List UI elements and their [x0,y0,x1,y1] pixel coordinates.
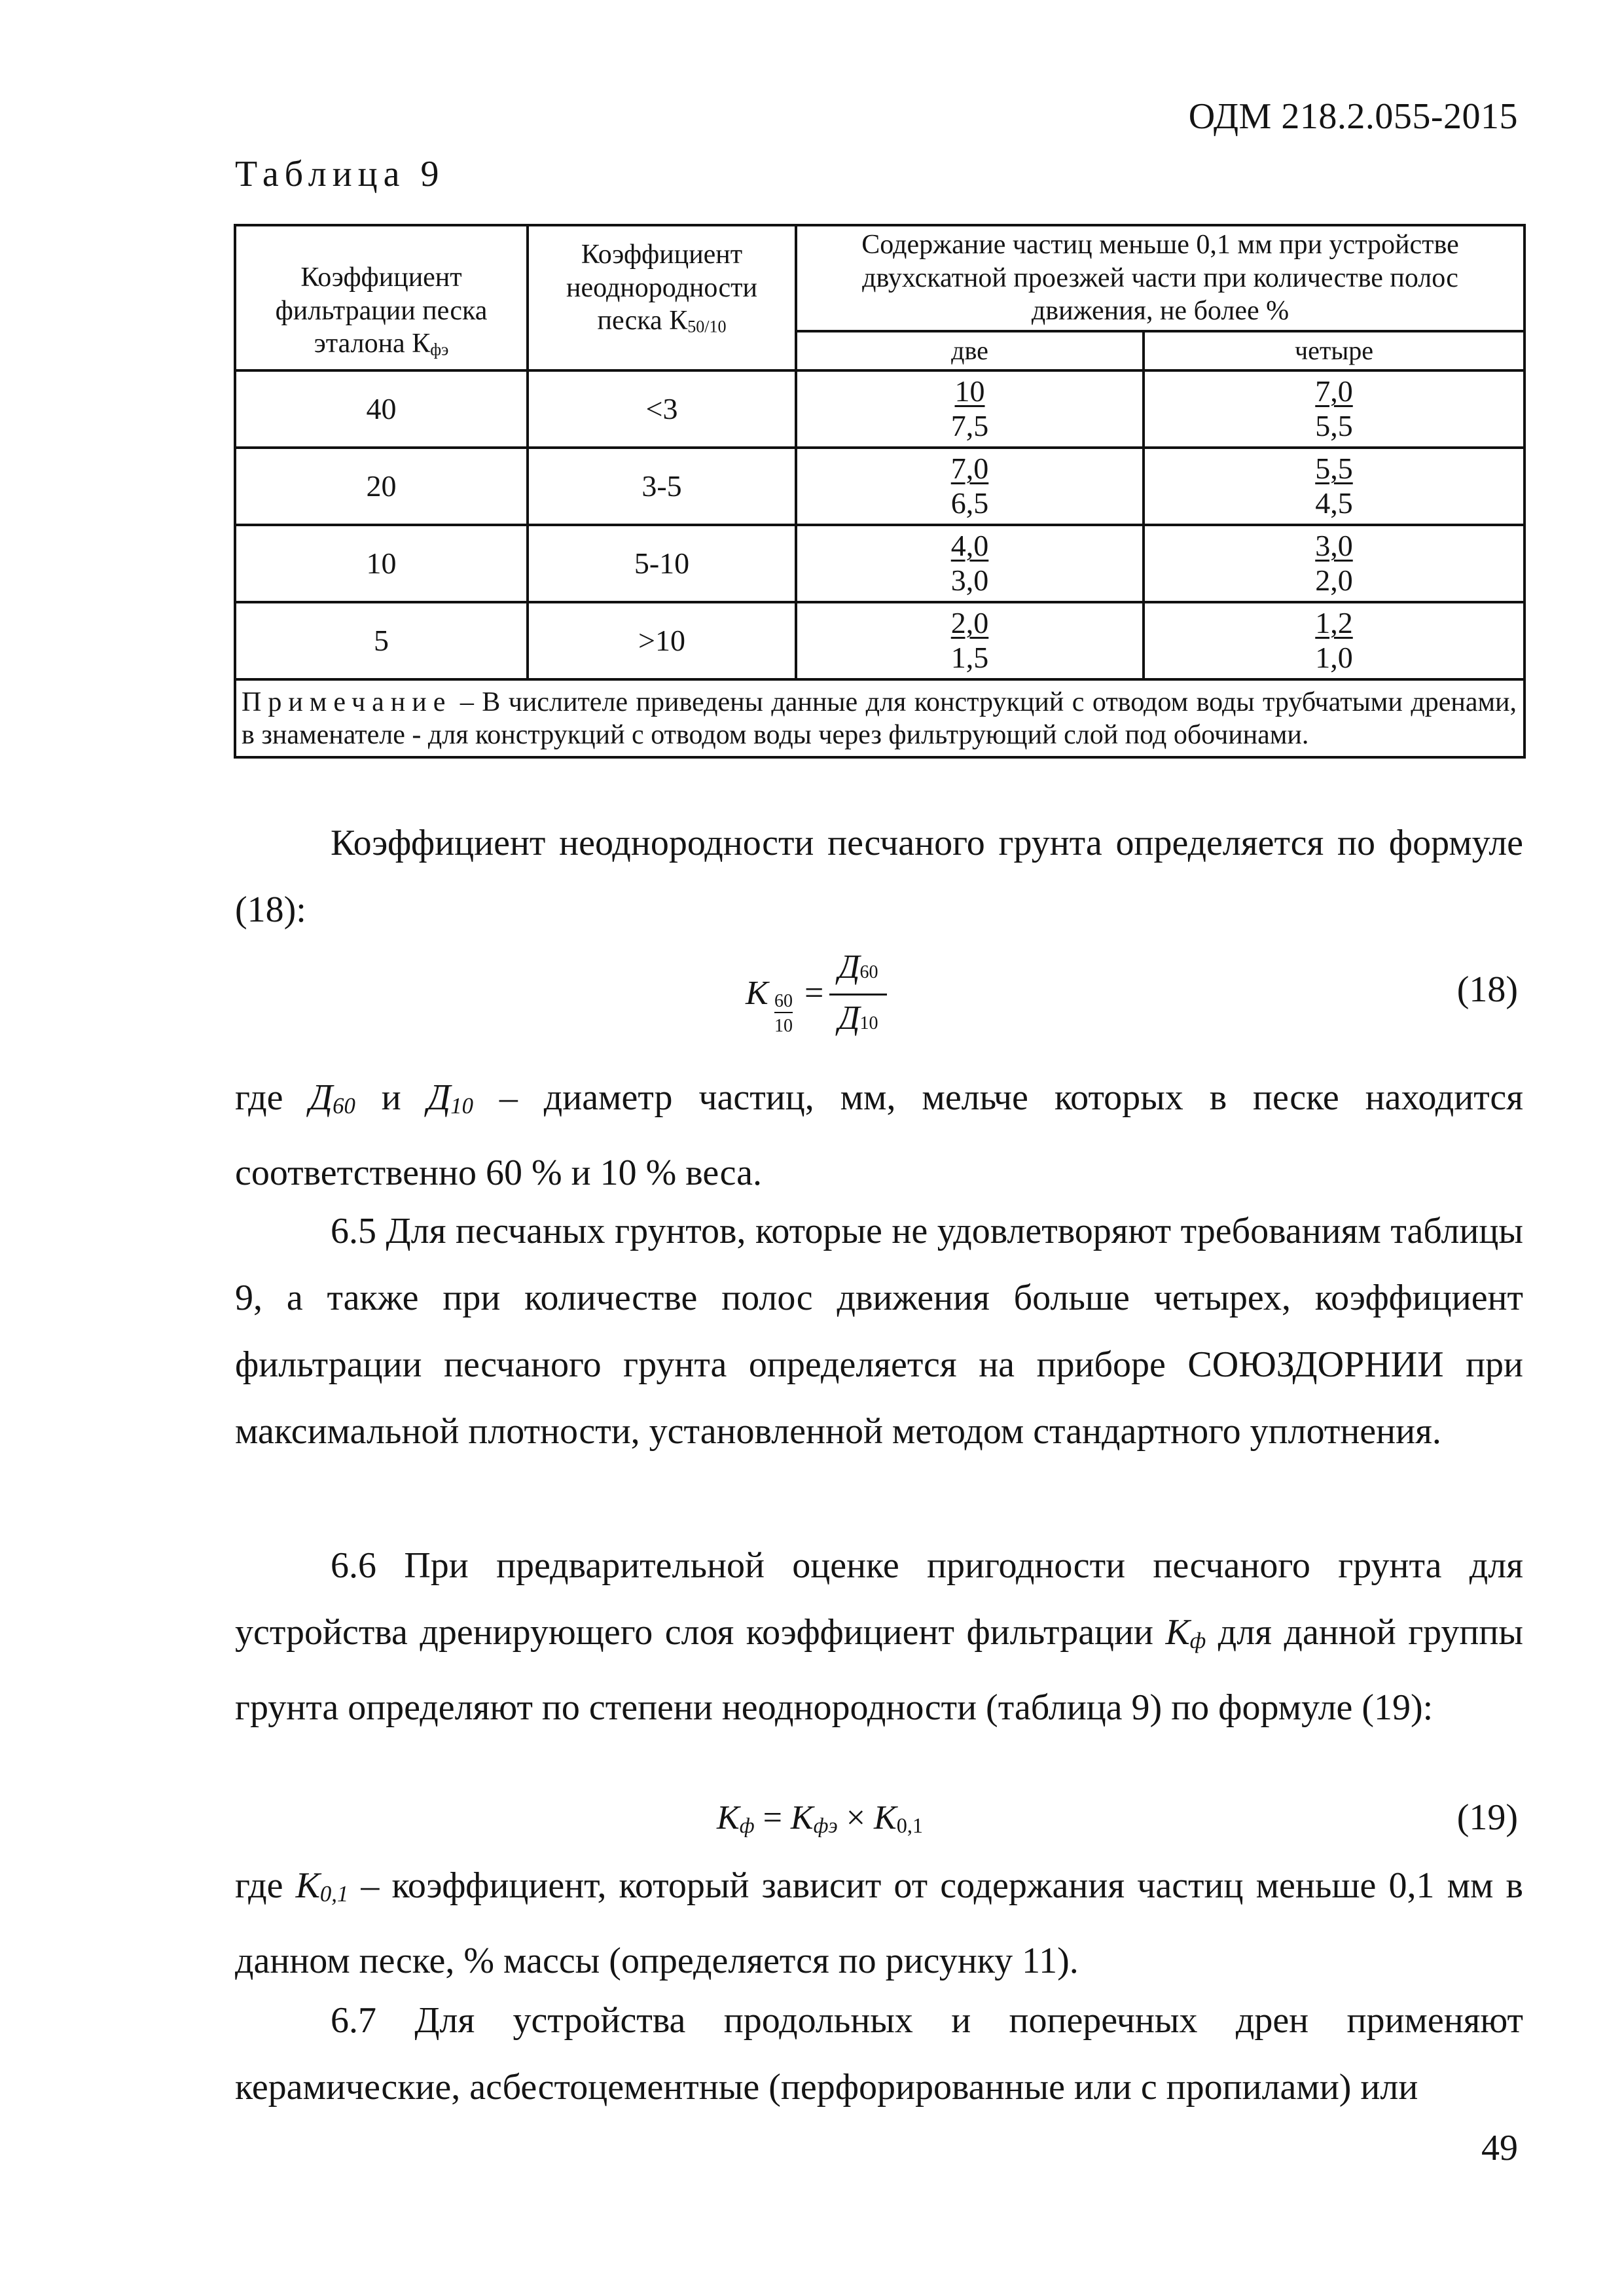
table-caption: Таблица 9 [235,154,445,194]
col-header-heterogeneity: Коэффициент неоднородности песка $К_{50/10}$ [528,225,796,370]
table-9 [234,224,1526,759]
table-row [235,370,1525,448]
fraction-denominator: Д10 [838,999,878,1037]
formula-19-number: (19) [1456,1797,1518,1838]
cell-kf: 20 [235,448,528,525]
cell-two: $\frac{10}{7,5}$ [796,370,1144,448]
cell-k: <3 [528,370,796,448]
paragraph-6-7: 6.7 Для устройства продольных и поперечных дрен применяют керамические, асбестоцементные (перфорированные или с пропилами) или [235,2000,1523,2108]
cell-four: $\frac{1,2}{1,0}$ [1144,602,1525,679]
document-code: ОДМ 218.2.055-2015 [1188,96,1518,137]
paragraph-6-5: 6.5 Для песчаных грунтов, которые не удовлетворяют требованиям таблицы 9, а также при количестве полос движения больше четырех, коэффициент фильтрации песчаного грунта определяется на приборе СОЮЗДОРНИИ при максимальной плотности, установленной методом стандартного уплотнения. [235,1211,1523,1452]
table-row [235,602,1525,679]
page-number: 49 [1481,2128,1518,2168]
cell-four: $\frac{7,0}{5,5}$ [1144,370,1525,448]
paragraph-diameter: где $Д_{60}$ и $Д_{10}$ – диаметр частиц, мм, мельче которых в песке находится соответственно 60 % и 10 % веса. [235,1077,1524,1194]
cell-k: >10 [528,602,796,679]
formula-18-number: (18) [1456,969,1518,1010]
cell-k: 5-10 [528,525,796,602]
cell-two: $\frac{7,0}{6,5}$ [796,448,1144,525]
col-header-two-lanes: две [796,331,1144,370]
paragraph-heterogeneity: Коэффициент неоднородности песчаного грунта определяется по формуле (18): [235,823,1523,930]
cell-four: $\frac{3,0}{2,0}$ [1144,525,1525,602]
fraction-numerator: Д60 [829,948,887,996]
col-header-four-lanes: четыре [1144,331,1525,370]
paragraph-k01: где $К_{0,1}$ – коэффициент, который зависит от содержания частиц меньше 0,1 мм в данном песке, % массы (определяется по рисунку 11). [235,1865,1523,1982]
cell-kf: 10 [235,525,528,602]
col-header-particles: Содержание частиц меньше 0,1 мм при устройстве двухскатной проезжей части при количестве полос движения, не более % [796,225,1525,331]
cell-k: 3-5 [528,448,796,525]
table-note: Примечание – В числителе приведены данные для конструкций с отводом воды трубчатыми дренами, в знаменателе - для конструкций с отводом воды через фильтрующий слой под обочинами. [235,679,1525,757]
table-note-row [235,679,1525,757]
paragraph-6-6: 6.6 При предварительной оценке пригодности песчаного грунта для устройства дренирующего слоя коэффициент фильтрации $К_ф$ для данной группы грунта определяют по степени неоднородности (таблица 9) по формуле (19): [235,1545,1523,1729]
formula-19: $K_ф = K_{фэ} \times K_{0,1}$ [717,1799,924,1837]
cell-two: $\frac{2,0}{1,5}$ [796,602,1144,679]
table-row [235,448,1525,525]
formula-18: K 60 10 = Д60 Д10 [743,948,893,1046]
cell-four: $\frac{5,5}{4,5}$ [1144,448,1525,525]
table-row [235,525,1525,602]
col-header-filtration: Коэффициент фильтрации песка эталона $К_{фэ}$ [235,225,528,370]
cell-kf: 40 [235,370,528,448]
cell-two: $\frac{4,0}{3,0}$ [796,525,1144,602]
cell-kf: 5 [235,602,528,679]
